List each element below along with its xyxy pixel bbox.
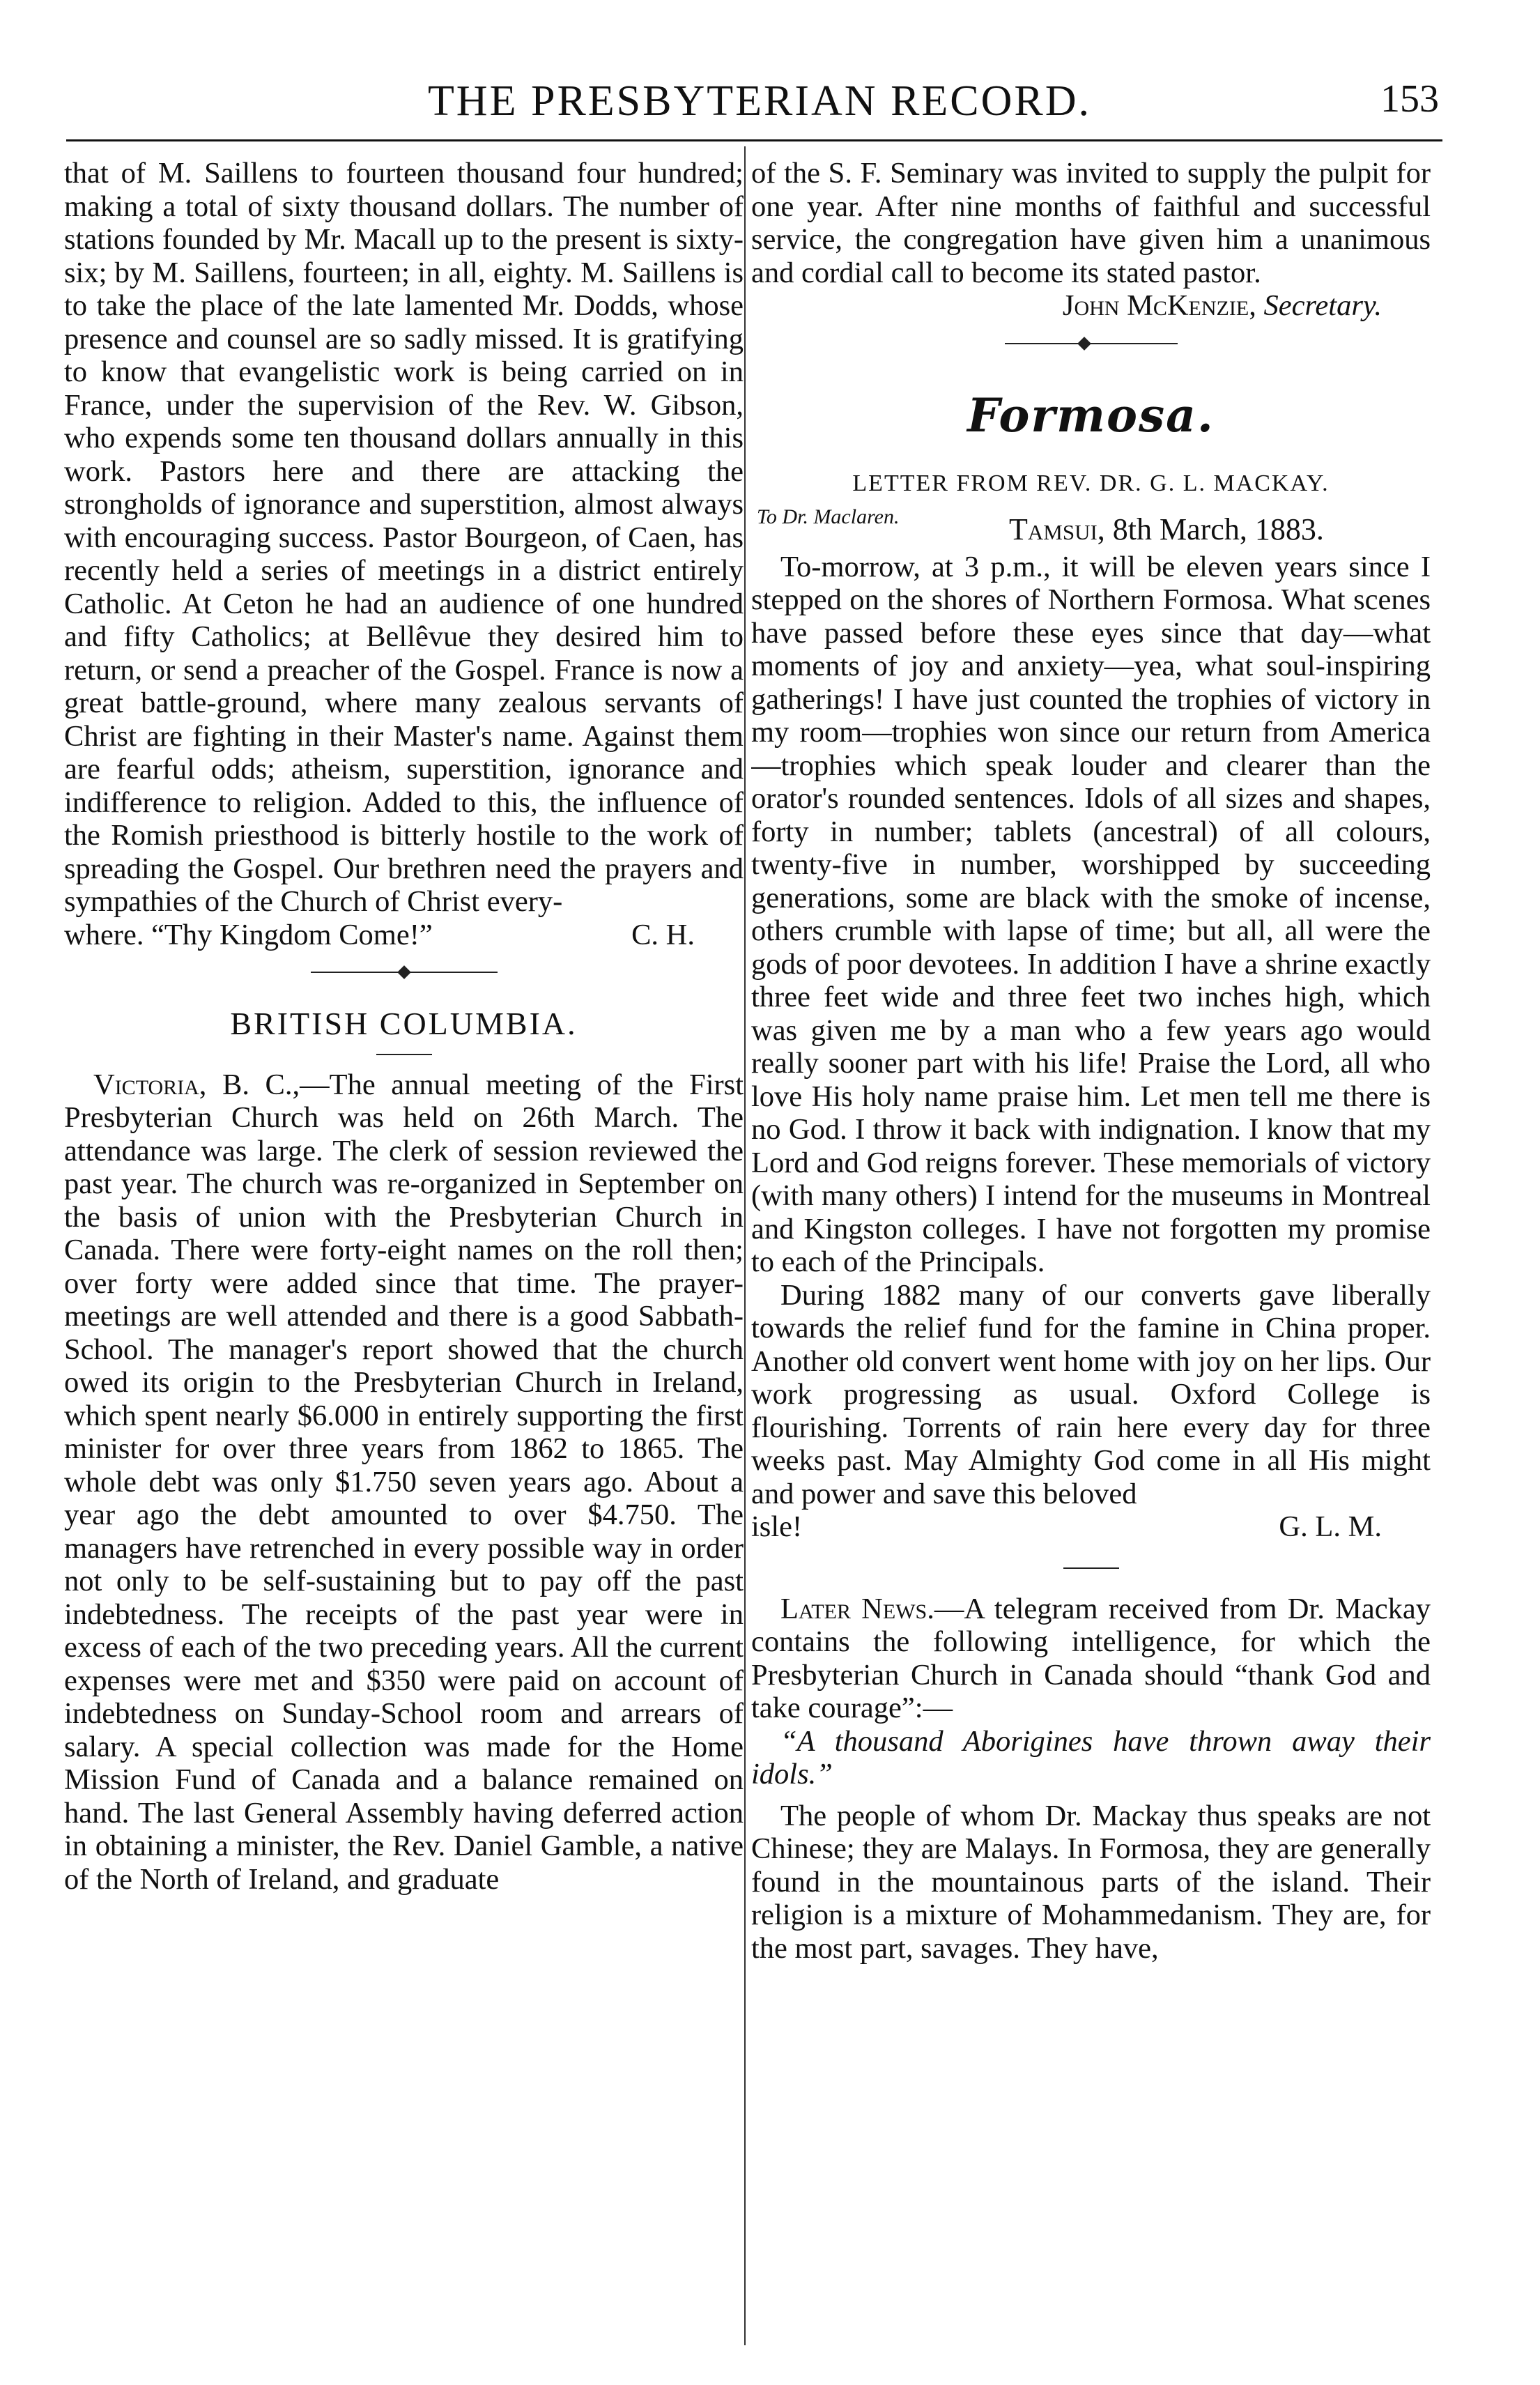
later-news-paragraph (751, 1593, 1431, 1725)
left-column (64, 157, 744, 2338)
letter-paragraph-2: During 1882 many of our converts gave liberally towards the relief fund for the famine in China proper. Another old convert went home with joy on her lips. Our work progressing as usual. Oxford College is flourishing. Torrents of rain here every day for three weeks past. May Almighty God come in all His might and power and save this beloved (751, 1278, 1431, 1510)
page-number: 153 (1380, 77, 1439, 121)
column-divider (744, 146, 746, 2345)
later-news-lead: Later News. (780, 1592, 934, 1625)
letter-signature: G. L. M. (1279, 1510, 1382, 1543)
ornament-rule-left (1005, 343, 1081, 344)
france-closing-line (64, 919, 744, 952)
journal-title: THE PRESBYTERIAN RECORD. (427, 77, 1092, 125)
section-ornament (64, 951, 744, 993)
bc-signature-name: John McKenzie, (1062, 289, 1256, 322)
later-news-rule (751, 1544, 1431, 1593)
telegram-quote-text: “A thousand Aborigines have thrown away their idols.” (751, 1724, 1431, 1790)
letter-recipient: To Dr. Maclaren. (757, 505, 900, 528)
malays-paragraph: The people of whom Dr. Mackay thus speaks are not Chinese; they are Malays. In Formosa, they are generally found in the mountainous parts of the island. Their religion is a mixture of Mohammedanism. They are, for the most part, savages. They have, (751, 1799, 1431, 1965)
ornament-diamond (1077, 337, 1091, 351)
header-rule (66, 139, 1442, 141)
letter-dateline (1009, 513, 1324, 546)
telegram-quote (751, 1725, 1431, 1791)
ornament-diamond (397, 965, 411, 979)
bc-continued-paragraph: of the S. F. Seminary was invited to supply the pulpit for one year. After nine months of faithful and successful service, the congregation have given him a unanimous and cordial call to become its stated pastor. (751, 157, 1431, 289)
dateline-date: 8th March, 1883. (1112, 512, 1324, 546)
france-paragraph: that of M. Saillens to fourteen thousand four hundred; making a total of sixty thousand dollars. The number of stations founded by Mr. Macall up to the present is sixty-six; by M. Saillens, fourteen; in all, eighty. M. Saillens is to take the place of the late lamented Mr. Dodds, whose presence and counsel are so sadly missed. It is gratifying to know that evangelistic work is being carried on in France, under the supervision of the Rev. W. Gibson, who expends some ten thousand dollars annually in this work. Pastors here and there are attacking the strongholds of ignorance and superstition, almost always with encouraging success. Pastor Bourgeon, of Caen, has recently held a series of meetings in a district entirely Catholic. At Ceton he had an audience of one hundred and fifty Catholics; at Bellêvue they desired him to return, or send a preacher of the Gospel. France is now a great battle-ground, where many zealous servants of Christ are fighting in their Master's name. Against them are fearful odds; atheism, superstition, ignorance and indifference to religion. Added to this, the influence of the Romish priesthood is bitterly hostile to the work of spreading the Gospel. Our brethren need the prayers and sympathies of the Church of Christ every- (64, 157, 744, 918)
page-header (63, 70, 1456, 132)
ornament-rule-right (1087, 343, 1178, 344)
formosa-heading: Formosa. (967, 388, 1215, 443)
heading-rule (64, 1041, 744, 1068)
ornament-rule-right (407, 972, 498, 973)
later-news-text: —A telegram received from Dr. Mackay contains the following intelligence, for which the Presbyterian Church in Canada should “thank God and take courage”:— (751, 1592, 1431, 1724)
section-ornament-2 (751, 323, 1431, 365)
ornament-rule-left (311, 972, 401, 973)
letter-last-line: isle! (751, 1510, 803, 1543)
letter-paragraph-1: To-morrow, at 3 p.m., it will be eleven years since I stepped on the shores of Northern Formosa. What scenes have passed before these eyes since that day—what moments of joy and anxiety—yea, what soul-inspiring gatherings! I have just counted the trophies of victory in my room—trophies won since our return from America—trophies which speak louder and clearer than the orator's rounded sentences. Idols of all sizes and shapes, forty in number; tablets (ancestral) of all colours, twenty-five in number, worshipped by succeeding generations, some are black with the smoke of incense, others crumble with lapse of time; but all, all were the gods of poor devotees. In addition I have a shrine exactly three feet wide and three feet two inches high, which was given me by a man who a few years ago would really sooner part with his life! Praise the Lord, all who love His holy name praise him. Let men tell me there is no God. I throw it back with indignation. I know that my Lord and God reigns forever. These memorials of victory (with many others) I intend for the museums in Montreal and Kingston colleges. I have not forgotten my promise to each of the Principals. (751, 550, 1431, 1278)
letter-closing-line (751, 1510, 1431, 1544)
dateline-place: Tamsui, (1009, 512, 1105, 546)
bc-signature-role: Secretary. (1263, 289, 1382, 322)
france-signature: C. H. (631, 918, 695, 951)
bc-signature (751, 289, 1382, 323)
dateline-victoria: Victoria, B. C., (93, 1068, 300, 1101)
letter-heading: LETTER FROM REV. DR. G. L. MACKAY. (852, 470, 1330, 496)
bc-paragraph-text: —The annual meeting of the First Presbyterian Church was held on 26th March. The attendance was large. The clerk of session reviewed the past year. The church was re-organized in September on the basis of union with the Presbyterian Church in Canada. There were forty-eight names on the roll then; over forty were added since that time. The prayer-meetings are well attended and there is a good Sabbath-School. The manager's report showed that the church owed its origin to the Presbyterian Church in Ireland, which spent nearly $6.000 in entirely supporting the first minister for over three years from 1862 to 1865. The whole debt was only $1.750 seven years ago. About a year ago the debt amounted to over $4.750. The managers have retrenched in every possible way in order not only to be self-sustaining but to pay off the past indebtedness. The receipts of the past year were in excess of each of the two preceding years. All the current expenses were met and $350 were paid on account of indebtedness on Sunday-School room and arrears of salary. A special collection was made for the Home Mission Fund of Canada and a balance remained on hand. The last General Assembly having deferred action in obtaining a minister, the Rev. Daniel Gamble, a native of the North of Ireland, and graduate (64, 1068, 744, 1896)
british-columbia-heading: BRITISH COLUMBIA. (230, 1006, 578, 1041)
france-last-line: where. “Thy Kingdom Come!” (64, 918, 433, 951)
letter-dateline-row (751, 500, 1431, 546)
british-columbia-paragraph (64, 1068, 744, 1896)
right-column (751, 157, 1431, 2338)
